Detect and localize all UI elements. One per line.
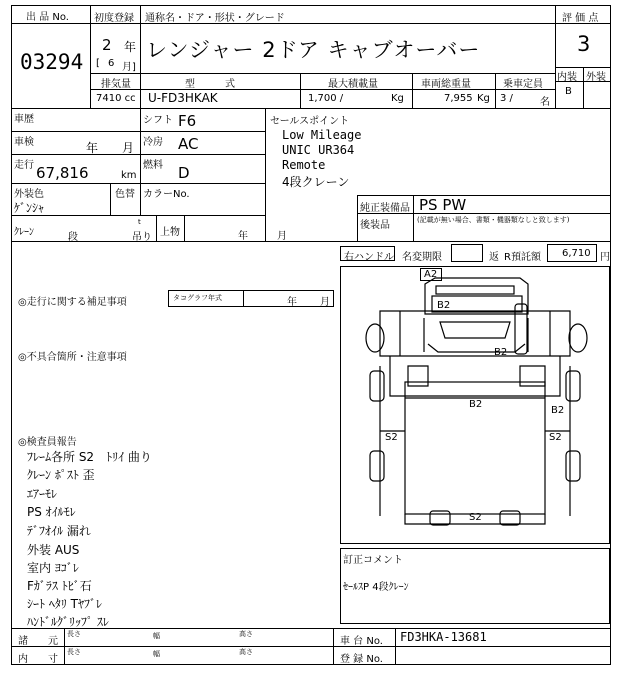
- sales-points-label: セールスポイント: [270, 116, 350, 127]
- handle-value: 右ハンドル: [344, 252, 394, 263]
- damage-mark: S2: [469, 512, 482, 523]
- max-load-unit: Kg: [391, 93, 404, 104]
- gross-weight-unit: Kg: [477, 93, 490, 104]
- aftermarket-label: 後装品: [360, 220, 390, 231]
- type-label: 型 式: [185, 79, 235, 90]
- chassis-label: 車 台 No.: [340, 636, 383, 647]
- first-reg-label: 初度登録: [94, 13, 134, 24]
- damage-mark: B2: [551, 405, 565, 416]
- inspector-line: Fｶﾞﾗｽ ﾄﾋﾞ石: [27, 579, 92, 593]
- inspector-line: 外装 AUS: [27, 543, 80, 557]
- dims-label: 諸 元: [18, 636, 58, 647]
- damage-mark: A2: [424, 269, 438, 280]
- shift-value: F6: [178, 112, 197, 130]
- tacho-label: タコグラフ年式: [173, 294, 222, 302]
- refund-label: 返: [489, 252, 499, 263]
- month-open: [: [96, 58, 100, 69]
- crane-label: ｸﾚｰﾝ: [14, 227, 34, 238]
- mileage-value: 67,816: [36, 164, 89, 182]
- color-label: 外装色: [14, 189, 44, 200]
- tacho-year-unit: 年: [287, 297, 297, 308]
- genuine-value: PS PW: [419, 196, 467, 214]
- chassis-no: FD3HKA-13681: [400, 630, 487, 644]
- crane-stage-unit: 段: [68, 232, 78, 243]
- first-reg-month: 6: [108, 58, 115, 69]
- width-label: 幅: [153, 632, 160, 640]
- sales-point-line: Remote: [282, 158, 326, 172]
- crane-hang-unit: 吊り: [132, 232, 152, 243]
- lot-label: 出 品 No.: [26, 12, 69, 23]
- max-load-value: 1,700 /: [308, 93, 344, 104]
- damage-mark: B2: [494, 347, 508, 358]
- width-label: 幅: [153, 650, 160, 658]
- name-change-label: 名変期限: [402, 252, 442, 263]
- recycle-label: R預託額: [504, 252, 541, 263]
- inspection-label: 車検: [14, 137, 34, 148]
- inspector-line: ｸﾚｰﾝ ﾎﾟｽﾄ 歪: [27, 468, 95, 482]
- length-label: 長さ: [67, 648, 81, 656]
- sales-point-line: UNIC UR364: [282, 143, 355, 157]
- eval-label: 評 価 点: [562, 13, 599, 24]
- correction-label: 訂正コメント: [343, 555, 403, 566]
- recycle-amount: 6,710: [562, 248, 591, 259]
- crane-t-unit: t: [138, 218, 141, 226]
- capacity-value: 3 /: [500, 93, 513, 104]
- max-load-label: 最大積載量: [328, 79, 378, 90]
- gross-weight-label: 車両総重量: [421, 79, 471, 90]
- defects-label: ◎不具合箇所・注意事項: [18, 352, 127, 363]
- genuine-label: 純正装備品: [360, 203, 410, 214]
- sales-point-line: 4段クレーン: [282, 175, 350, 189]
- inspector-line: ｴｱｰﾓﾚ: [27, 487, 58, 501]
- mileage-unit: km: [121, 170, 137, 181]
- model-label: 通称名・ドア・形状・グレード: [145, 13, 285, 24]
- eval-score: 3: [577, 32, 591, 56]
- registration-label: 登 録 No.: [340, 654, 383, 665]
- lot-number: 03294: [20, 50, 84, 74]
- fuel-value: D: [178, 164, 190, 182]
- type-code: U-FD3HKAK: [148, 91, 218, 105]
- interior-dims-label: 内 寸: [18, 654, 58, 665]
- inspector-line: ﾊﾝﾄﾞﾙｸﾞﾘｯﾌﾟ ｽﾚ: [27, 615, 109, 629]
- name-change-box: [451, 244, 483, 262]
- damage-mark: B2: [469, 399, 483, 410]
- cooling-label: 冷房: [143, 137, 163, 148]
- inspector-line: ﾌﾚｰﾑ各所 S2 ﾄﾘｲ 曲り: [27, 450, 152, 464]
- model-name: レンジャー 2ドア キャブオーバー: [146, 38, 481, 62]
- inspection-year-unit: 年: [86, 141, 99, 155]
- inspector-line: ﾃﾞﾌｵｲﾙ 漏れ: [27, 524, 91, 538]
- color-no-label: カラーNo.: [143, 189, 190, 200]
- upper-label: 上物: [160, 227, 180, 238]
- color-value: ｹﾞﾝｼｬ: [14, 201, 45, 215]
- upper-month-unit: 月: [277, 231, 287, 242]
- aftermarket-note: (記載が無い場合、書類・機器類なしと致します): [417, 216, 570, 224]
- damage-mark: S2: [549, 432, 562, 443]
- correction-text: ｾｰﾙｽP 4段ｸﾚｰﾝ: [343, 582, 409, 593]
- exterior-label: 外装: [586, 72, 606, 83]
- cooling-value: AC: [178, 135, 199, 153]
- inspector-label: ◎検査員報告: [18, 437, 77, 448]
- height-label: 高さ: [239, 630, 253, 638]
- mileage-label: 走行: [14, 160, 34, 171]
- year-unit: 年: [124, 40, 137, 54]
- inspector-line: ｼｰﾄ ﾍﾀﾘ Tﾔﾌﾞﾚ: [27, 597, 102, 611]
- shift-label: シフト: [143, 115, 173, 126]
- height-label: 高さ: [239, 648, 253, 656]
- first-reg-year: 2: [102, 36, 112, 54]
- upper-year-unit: 年: [238, 231, 248, 242]
- recycle-unit: 円: [600, 252, 610, 263]
- displacement-value: 7410 cc: [96, 93, 136, 104]
- damage-mark: S2: [385, 432, 398, 443]
- driving-notes-label: ◎走行に関する補足事項: [18, 297, 127, 308]
- gross-weight-value: 7,955: [444, 93, 473, 104]
- color-code-label: 色替: [115, 189, 135, 200]
- displacement-label: 排気量: [101, 79, 131, 90]
- month-close: 月]: [122, 62, 136, 73]
- sales-point-line: Low Mileage: [282, 128, 362, 142]
- damage-mark: B2: [437, 300, 451, 311]
- length-label: 長さ: [67, 630, 81, 638]
- fuel-label: 燃料: [143, 160, 163, 171]
- inspection-month-unit: 月: [122, 141, 135, 155]
- capacity-label: 乗車定員: [503, 79, 543, 90]
- capacity-unit: 名: [540, 97, 550, 108]
- inspector-line: PS ｵｲﾙﾓﾚ: [27, 505, 76, 519]
- interior-label: 内装: [557, 72, 577, 83]
- interior-grade: B: [565, 86, 572, 97]
- history-label: 車歴: [14, 114, 34, 125]
- tacho-month-unit: 月: [320, 297, 330, 308]
- inspector-line: 室内 ﾖｺﾞﾚ: [27, 561, 79, 575]
